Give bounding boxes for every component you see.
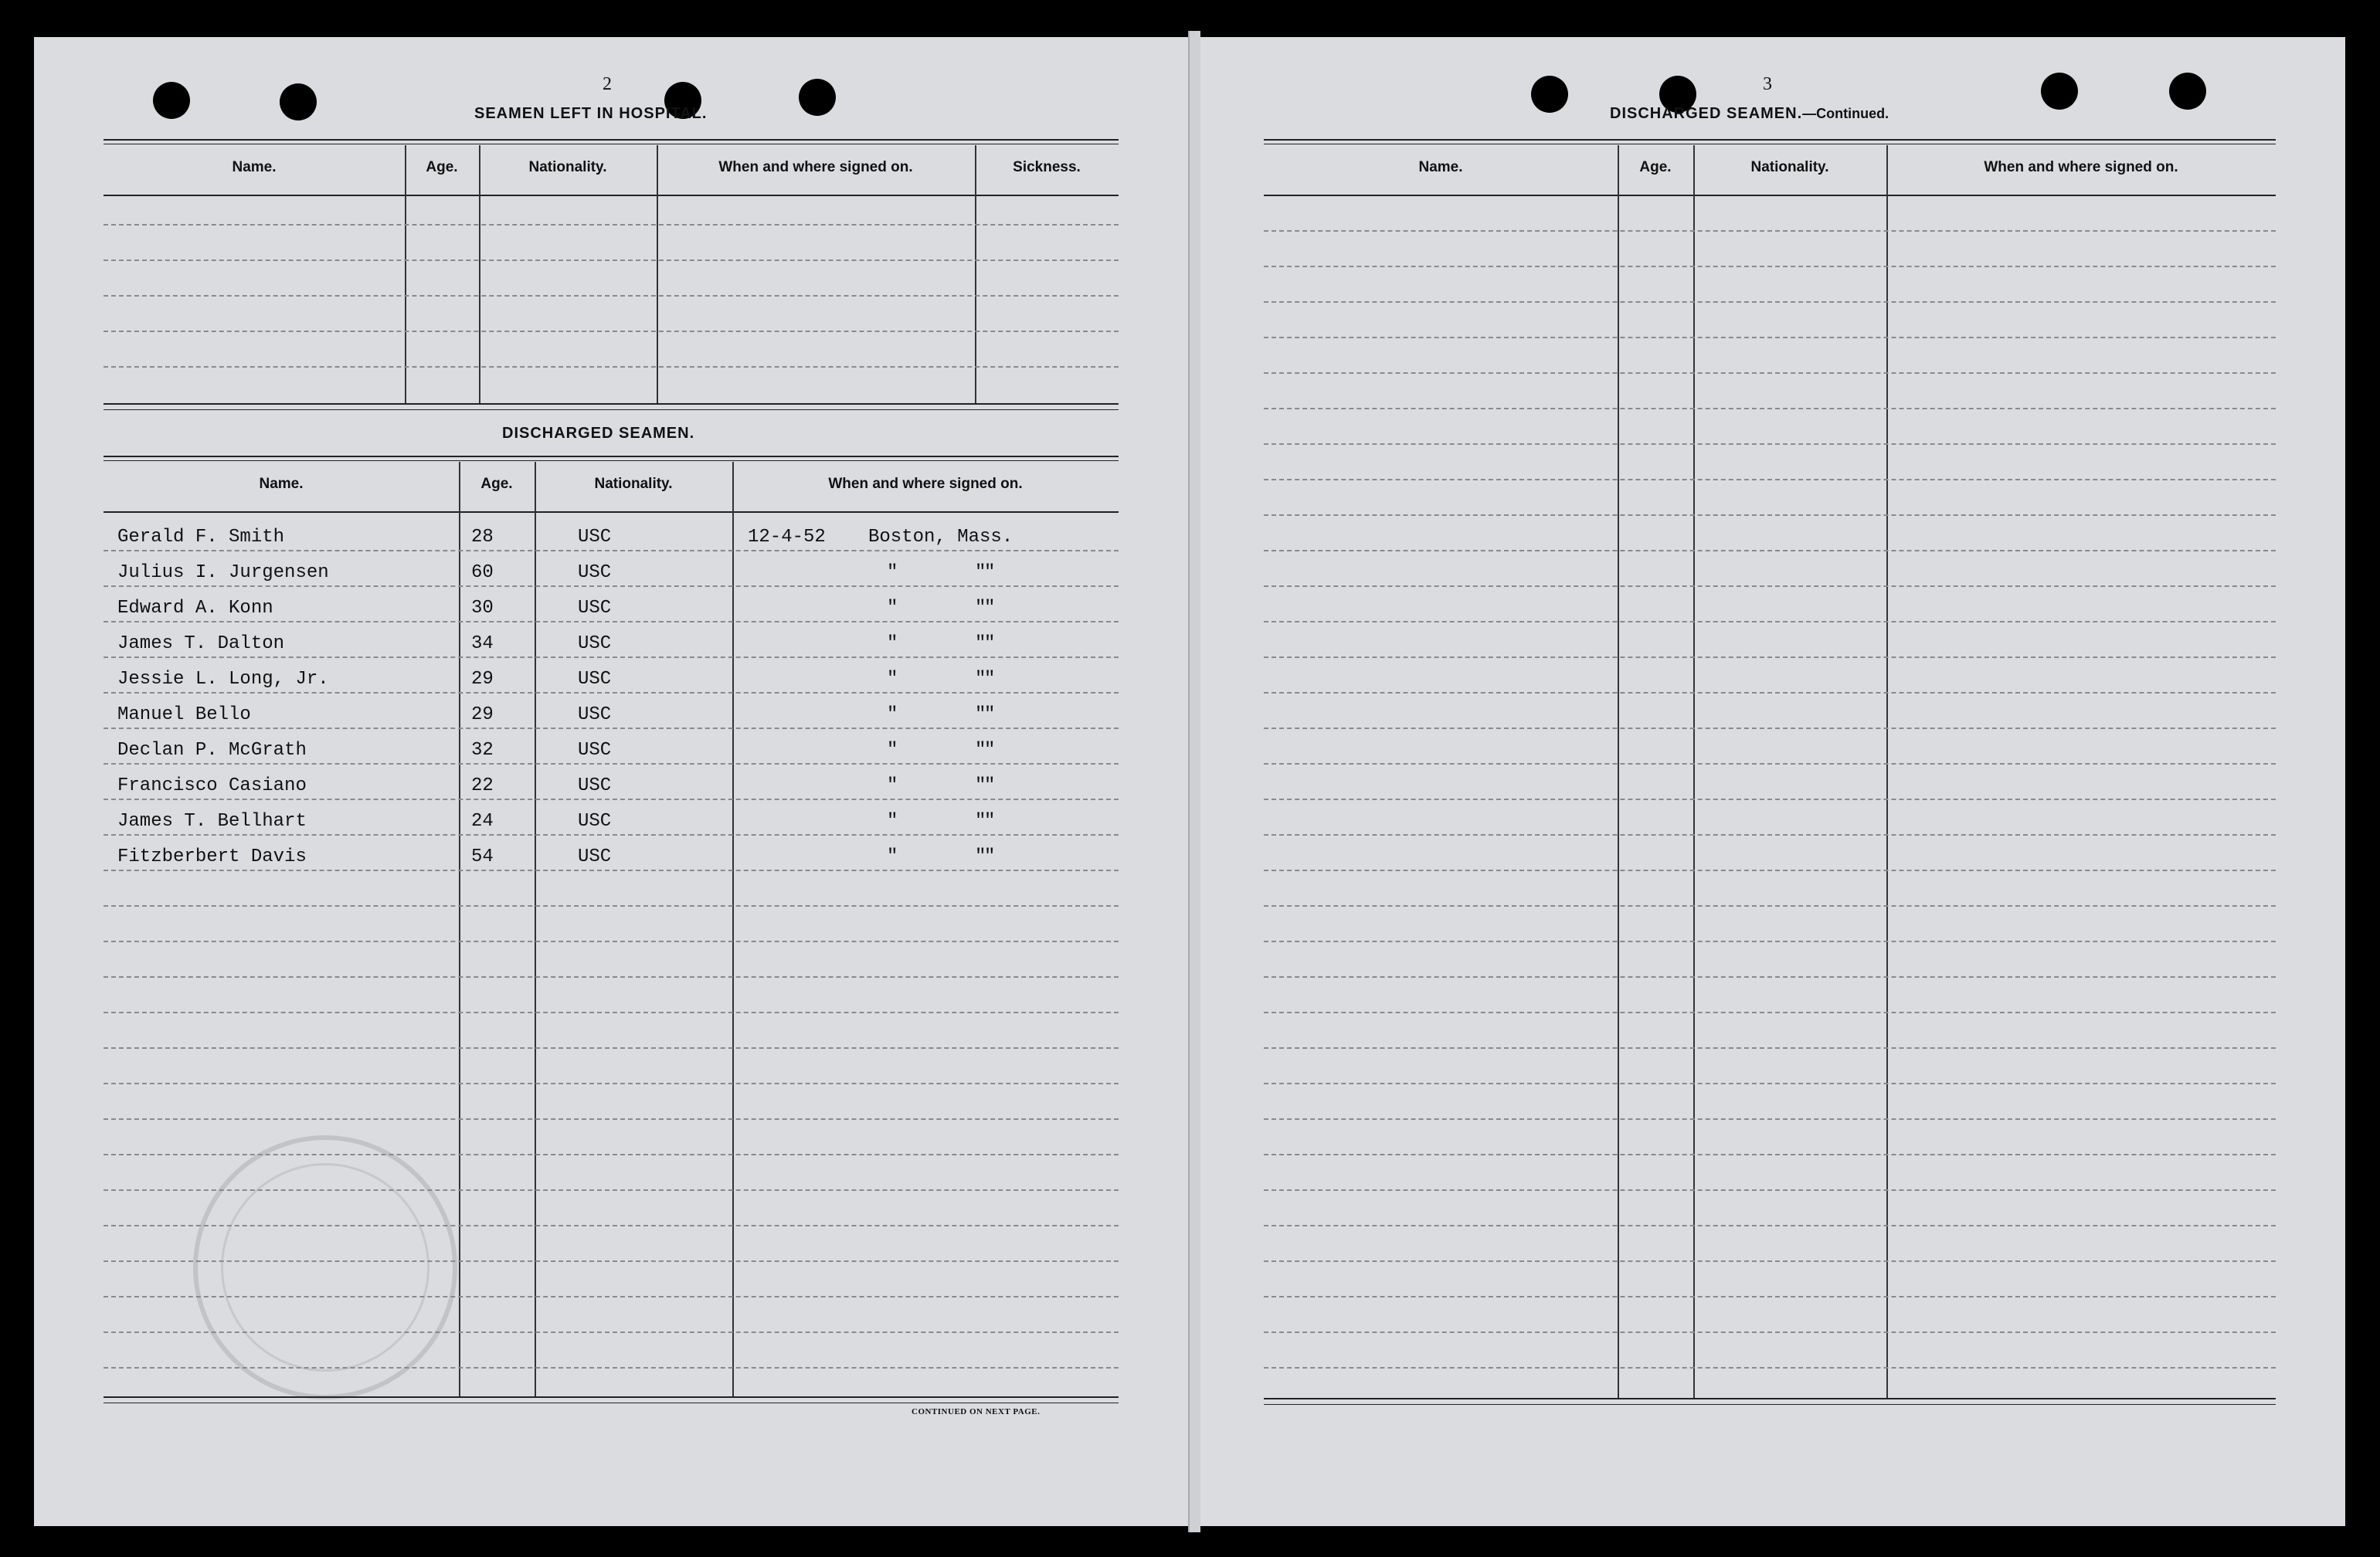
seaman-age: 29: [471, 669, 494, 690]
ruled-line: [104, 1225, 1119, 1226]
seaman-nationality: USC: [578, 562, 612, 583]
ruled-line: [1264, 799, 2276, 800]
ruled-line: [104, 799, 1119, 800]
ruled-line: [1264, 870, 2276, 871]
binder-hole: [2169, 73, 2206, 110]
ruled-line: [104, 763, 1119, 765]
ruled-line: [1264, 266, 2276, 267]
seaman-nationality: USC: [578, 527, 612, 548]
hospital-col-nationality: Nationality.: [528, 159, 607, 175]
ruled-line: [1264, 1012, 2276, 1013]
discharged-table: [104, 456, 1119, 1404]
ruled-line: [1264, 1331, 2276, 1333]
binder-hole: [153, 82, 190, 119]
signed-on-place: ": [984, 775, 996, 796]
seaman-age: 30: [471, 598, 494, 619]
binder-hole: [280, 83, 317, 120]
ruled-line: [1264, 1047, 2276, 1049]
hospital-col-sickness: Sickness.: [1013, 159, 1081, 175]
signed-on-place: ": [984, 811, 996, 832]
title-suffix: —Continued.: [1802, 106, 1889, 121]
seaman-name: Manuel Bello: [117, 704, 251, 725]
ruled-line: [1264, 443, 2276, 445]
signed-on-date: ": [887, 598, 898, 619]
signed-on-date: ": [887, 740, 898, 761]
ruled-line: [104, 1012, 1119, 1013]
ruled-line: [1264, 514, 2276, 516]
ruled-line: [104, 1296, 1119, 1298]
continued-col-signed-on: When and where signed on.: [1984, 159, 2178, 175]
signed-on-date: ": [887, 704, 898, 725]
ruled-line: [1264, 976, 2276, 978]
title-main: DISCHARGED SEAMEN.: [1610, 105, 1803, 122]
continued-note: CONTINUED ON NEXT PAGE.: [912, 1407, 1041, 1416]
ruled-line: [1264, 1260, 2276, 1262]
page-fold: [1188, 31, 1200, 1532]
ruled-line: [1264, 692, 2276, 694]
seaman-nationality: USC: [578, 811, 612, 832]
continued-col-nationality: Nationality.: [1750, 159, 1829, 175]
signed-on-place: ": [984, 598, 996, 619]
ruled-line: [1264, 905, 2276, 907]
ruled-line: [1264, 550, 2276, 551]
signed-on-date: ": [887, 633, 898, 654]
signed-on-place-ditto: ": [975, 598, 986, 619]
ruled-line: [104, 692, 1119, 694]
ruled-line: [1264, 1296, 2276, 1298]
seaman-name: Declan P. McGrath: [117, 740, 307, 761]
seaman-age: 60: [471, 562, 494, 583]
seaman-age: 24: [471, 811, 494, 832]
seaman-nationality: USC: [578, 740, 612, 761]
ruled-line: [1264, 763, 2276, 765]
signed-on-place-ditto: ": [975, 562, 986, 583]
signed-on-place-ditto: ": [975, 846, 986, 867]
discharged-col-signed-on: When and where signed on.: [828, 476, 1023, 492]
seaman-nationality: USC: [578, 598, 612, 619]
signed-on-place: ": [984, 633, 996, 654]
ruled-line: [104, 550, 1119, 551]
seaman-name: James T. Bellhart: [117, 811, 307, 832]
signed-on-place-ditto: ": [975, 775, 986, 796]
ruled-line: [1264, 728, 2276, 729]
seaman-nationality: USC: [578, 633, 612, 654]
ruled-line: [1264, 1189, 2276, 1191]
seaman-age: 54: [471, 846, 494, 867]
ruled-line: [1264, 479, 2276, 480]
ruled-line: [104, 941, 1119, 942]
signed-on-place: ": [984, 846, 996, 867]
signed-on-place: ": [984, 740, 996, 761]
signed-on-date: ": [887, 775, 898, 796]
seaman-age: 34: [471, 633, 494, 654]
signed-on-date: ": [887, 669, 898, 690]
seaman-nationality: USC: [578, 669, 612, 690]
ruled-line: [104, 870, 1119, 871]
continued-col-age: Age.: [1639, 159, 1672, 175]
seaman-nationality: USC: [578, 846, 612, 867]
seaman-nationality: USC: [578, 775, 612, 796]
ruled-line: [1264, 337, 2276, 338]
ruled-line: [104, 585, 1119, 587]
signed-on-date: ": [887, 846, 898, 867]
hospital-col-signed-on: When and where signed on.: [718, 159, 913, 175]
ruled-line: [1264, 941, 2276, 942]
seaman-name: Edward A. Konn: [117, 598, 273, 619]
seaman-age: 28: [471, 527, 494, 548]
ruled-line: [1264, 301, 2276, 303]
ruled-line: [1264, 1367, 2276, 1369]
ruled-line: [104, 1154, 1119, 1155]
seaman-nationality: USC: [578, 704, 612, 725]
seaman-name: Fitzberbert Davis: [117, 846, 307, 867]
signed-on-place: ": [984, 669, 996, 690]
page-number: 2: [603, 74, 612, 94]
ruled-line: [104, 621, 1119, 622]
ruled-line: [1264, 621, 2276, 622]
binder-hole: [799, 79, 836, 116]
ruled-line: [1264, 656, 2276, 658]
discharged-col-age: Age.: [480, 476, 513, 492]
binder-hole: [1531, 76, 1568, 113]
signed-on-date: 12-4-52: [748, 527, 826, 548]
seaman-name: Francisco Casiano: [117, 775, 307, 796]
discharged-section-title: DISCHARGED SEAMEN.: [502, 425, 695, 442]
continued-col-name: Name.: [1418, 159, 1463, 175]
seaman-age: 29: [471, 704, 494, 725]
signed-on-date: ": [887, 562, 898, 583]
discharged-col-nationality: Nationality.: [594, 476, 673, 492]
signed-on-place-ditto: ": [975, 740, 986, 761]
ruled-line: [104, 905, 1119, 907]
signed-on-place: Boston, Mass.: [868, 527, 1013, 548]
ruled-line: [1264, 585, 2276, 587]
signed-on-place: ": [984, 704, 996, 725]
ruled-line: [1264, 372, 2276, 374]
binder-hole: [2041, 73, 2078, 110]
hospital-table: [104, 139, 1119, 411]
ruled-line: [104, 728, 1119, 729]
hospital-col-age: Age.: [426, 159, 458, 175]
ruled-line: [104, 1047, 1119, 1049]
ruled-line: [104, 1367, 1119, 1369]
ruled-line: [1264, 1154, 2276, 1155]
signed-on-place-ditto: ": [975, 811, 986, 832]
ruled-line: [104, 1083, 1119, 1084]
seaman-name: Jessie L. Long, Jr.: [117, 669, 329, 690]
ruled-line: [104, 976, 1119, 978]
ruled-line: [1264, 1118, 2276, 1120]
ruled-line: [1264, 834, 2276, 836]
signed-on-place-ditto: ": [975, 669, 986, 690]
seaman-name: James T. Dalton: [117, 633, 285, 654]
seaman-age: 22: [471, 775, 494, 796]
signed-on-place-ditto: ": [975, 633, 986, 654]
discharged-continued-title: [1610, 105, 1889, 123]
hospital-col-name: Name.: [232, 159, 277, 175]
signed-on-place-ditto: ": [975, 704, 986, 725]
ruled-line: [104, 656, 1119, 658]
ruled-line: [1264, 408, 2276, 409]
seaman-name: Gerald F. Smith: [117, 527, 285, 548]
signed-on-place: ": [984, 562, 996, 583]
seaman-age: 32: [471, 740, 494, 761]
discharged-continued-table: [1264, 139, 2276, 1406]
ruled-line: [104, 1189, 1119, 1191]
page-number: 3: [1763, 74, 1772, 94]
ruled-line: [104, 834, 1119, 836]
ruled-line: [104, 1260, 1119, 1262]
ruled-line: [1264, 1083, 2276, 1084]
signed-on-date: ": [887, 811, 898, 832]
hospital-section-title: SEAMEN LEFT IN HOSPITAL.: [474, 105, 708, 122]
ruled-line: [1264, 1225, 2276, 1226]
ruled-line: [1264, 230, 2276, 232]
discharged-col-name: Name.: [259, 476, 304, 492]
ruled-line: [104, 1118, 1119, 1120]
seaman-name: Julius I. Jurgensen: [117, 562, 329, 583]
ruled-line: [104, 1331, 1119, 1333]
